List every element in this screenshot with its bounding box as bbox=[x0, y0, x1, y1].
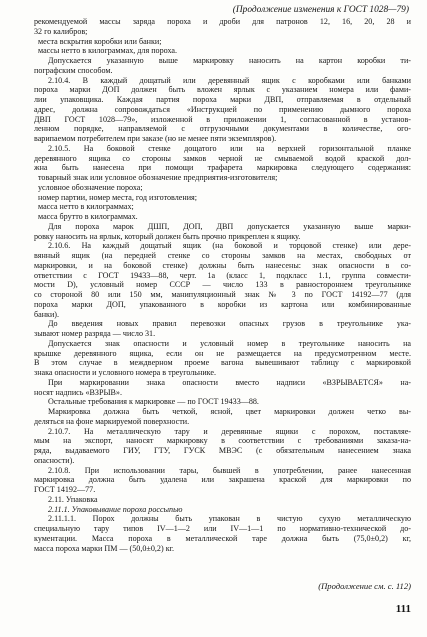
text-line: масса нетто в килограммах; bbox=[38, 202, 134, 212]
text-line: маркировка должна быть удалена или закрашена краской для маркировки по bbox=[34, 475, 411, 485]
text-line: ДВП ГОСТ 1028—79», изложенной в приложении 1, согласованной в установ- bbox=[34, 114, 411, 124]
text-line: масса брутто в килограммах. bbox=[38, 212, 138, 221]
text-line: вянный ящик (на передней стенке со стороны замков на местах, свободных от bbox=[34, 251, 411, 260]
text-line: ГОСТ 14192—77. bbox=[34, 485, 96, 494]
text-line: массы нетто в килограммах, для пороха. bbox=[38, 46, 178, 56]
text-line: банки). bbox=[34, 309, 60, 319]
text-line: лии упаковщика. Каждая партия пороха марки ДВП, отправляемая в отдельный bbox=[34, 95, 411, 104]
text-line: 2.11.1.1. Порох должны быть упакован в чистую сухую металлическую bbox=[48, 514, 411, 524]
page-header: (Продолжение изменения к ГОСТ 1028—79) bbox=[232, 5, 409, 15]
text-line: мости D), условный номер СССР — число 133 в равностороннем треугольнике bbox=[34, 280, 411, 290]
text-line: условное обозначение пороха; bbox=[38, 182, 143, 192]
text-line: До введения новых правил перевозки опасных грузов в треугольнике ука- bbox=[48, 319, 411, 329]
text-line: жна быть нанесена при помощи трафарета маркировка следующего содержания: bbox=[34, 163, 411, 173]
text-line: 2.10.8. При использовании тары, бывшей в употреблении, ранее нанесенная bbox=[48, 465, 411, 475]
text-line: В этом случае в междверном проеме вагона вывешивают таблицу с маркировкой bbox=[34, 358, 411, 368]
text-line: 2.10.4. В каждый дощатый или деревянный ящик с коробками или банками bbox=[48, 75, 411, 85]
text-line: опасности). bbox=[34, 455, 75, 465]
text-line: Допускается указанную выше маркировку наносить на картон коробки ти- bbox=[48, 56, 411, 65]
text-line: номер партии, номер места, год изготовления; bbox=[38, 192, 198, 202]
text-line: 2.10.6. На каждый дощатый ящик (на боковой и торцовой стенке) или дере- bbox=[48, 241, 411, 251]
text-line: знака опасности и условного номера в треугольнике. bbox=[34, 368, 217, 377]
text-line: 2.11. Упаковка bbox=[48, 494, 98, 504]
text-line: мым на экспорт, наносят маркировку в соответствии с требованиями заказа-на- bbox=[34, 436, 411, 446]
document-body bbox=[34, 17, 411, 553]
text-line: носят надпись «ВЗРЫВ». bbox=[34, 387, 122, 397]
text-line: ряда, выдаваемого ГИУ, ГТУ, ГУСК МВЭС (с обязательным нанесением знака bbox=[34, 446, 411, 455]
text-line: кументации. Масса пороха в металлической таре должна быть (75,0±0,2) кг, bbox=[34, 533, 411, 543]
text-line: 2.11.1. Упаковывание пороха россыпью bbox=[48, 504, 183, 514]
text-line: ответствии с ГОСТ 19433—88, черт. 1а (класс 1, подкласс 1.1, группа совмести- bbox=[34, 270, 411, 280]
text-line: товарный знак или условное обозначение предприятия-изготовителя; bbox=[38, 173, 278, 182]
text-line: Допускается знак опасности и условный номер в треугольнике наносить на bbox=[48, 338, 411, 348]
text-line: места вскрытия коробки или банки; bbox=[38, 36, 162, 46]
continuation-note: (Продолжение см. с. 112) bbox=[318, 581, 411, 591]
text-line: ленном порядке, направляемой с отгрузочными документами в количестве, ого- bbox=[34, 124, 411, 134]
text-line: зывают номер разряда — число 31. bbox=[34, 329, 156, 338]
text-line: 32 го калибров; bbox=[34, 26, 88, 36]
text-line: деревянного ящика со стороны замков черной не смываемой водой краской дол- bbox=[34, 153, 411, 163]
text-line: деляться на фоне маркируемой поверхности. bbox=[34, 416, 190, 426]
text-line: крышке деревянного ящика, если он не размещается на предусмотренном месте. bbox=[34, 348, 411, 358]
text-line: Остальные требования к маркировке — по ГОСТ 19433—88. bbox=[48, 397, 259, 407]
text-line: Для пороха марок ДШП, ДОП, ДВП допускается указанную выше марки- bbox=[48, 221, 411, 231]
text-line: 2.10.7. На металлическую тару и деревянные ящики с порохом, поставляе- bbox=[48, 426, 411, 436]
text-line: пороха марки ДОП, упакованного в коробки из картона или комбинированные bbox=[34, 299, 411, 309]
text-line: Маркировка должна быть четкой, ясной, цвет маркировки должен четко вы- bbox=[48, 407, 411, 416]
text-line: масса пороха марки ПМ — (50,0±0,2) кг. bbox=[34, 543, 175, 553]
page-number: 111 bbox=[395, 603, 411, 615]
text-line: ровку наносить на ярлык, который должен быть прочно прикреплен к ящику. bbox=[34, 231, 301, 241]
text-line: маркировки, и на боковой стенке) должны быть нанесены: знак опасности в со- bbox=[34, 260, 411, 270]
text-line: адрес, должна сопровождаться «Инструкцией по применению дымного пороха bbox=[34, 104, 411, 114]
text-line: пороха марки ДОП должен быть вложен ярлык с указанием номера или фами- bbox=[34, 85, 411, 95]
text-line: рекомендуемой массы заряда пороха и дроби для патронов 12, 16, 20, 28 и bbox=[34, 17, 411, 26]
text-line: со стороной 80 или 150 мм, манипуляционный знак № 3 по ГОСТ 14192—77 (для bbox=[34, 290, 411, 299]
text-line: При маркировании знака опасности вместо надписи «ВЗРЫВАЕТСЯ» на- bbox=[48, 377, 411, 387]
text-line: пографским способом. bbox=[34, 65, 113, 75]
text-line: 2.10.5. На боковой стенке дощатого или на верхней горизонтальной планке bbox=[48, 143, 411, 153]
text-line: специальную тару типов IV—1—2 или IV—1—1 по нормативно-технической до- bbox=[34, 524, 411, 533]
text-line: варипаемом потребителем при заказе (но не менее пяти экземпляров). bbox=[34, 134, 277, 143]
